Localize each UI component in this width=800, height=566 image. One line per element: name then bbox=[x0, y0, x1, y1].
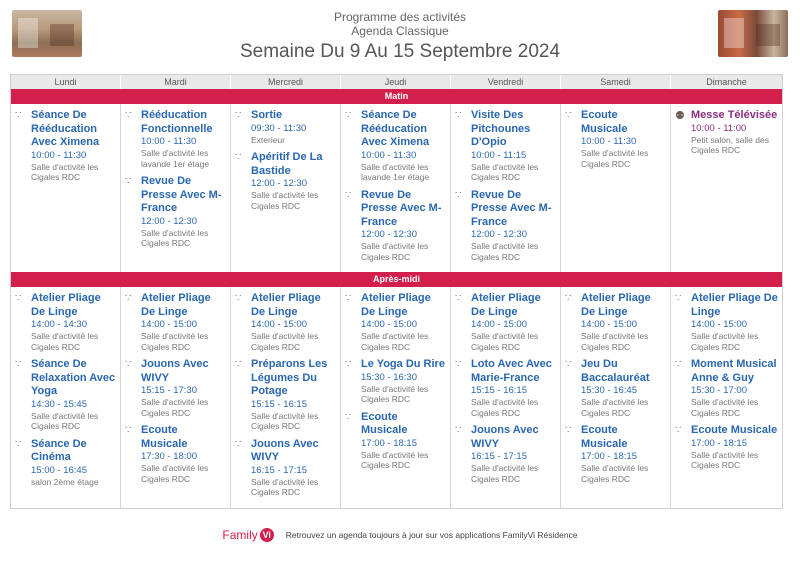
activity-body bbox=[31, 358, 117, 432]
activity-body bbox=[141, 109, 227, 169]
activity-icon: ∵ bbox=[675, 293, 682, 304]
activity-icon: ∵ bbox=[15, 438, 22, 450]
activity-title: Messe Télévisée bbox=[691, 109, 778, 121]
activity-icon: ∵ bbox=[235, 152, 242, 163]
activity-entry[interactable] bbox=[125, 292, 227, 352]
activity-location: Salle d'activité les Cigales RDC bbox=[581, 148, 649, 169]
activity-title: Ecoute Musicale bbox=[581, 109, 628, 135]
activity-icon: ∵ bbox=[125, 293, 132, 304]
activity-icon: ∵ bbox=[345, 359, 352, 370]
activity-icon: ∵ bbox=[235, 438, 242, 450]
activity-location: Petit salon, salle des Cigales RDC bbox=[691, 134, 769, 155]
activity-body bbox=[361, 189, 447, 263]
activity-body bbox=[691, 358, 779, 418]
activity-icon: ∵ bbox=[125, 359, 132, 370]
morning-row bbox=[11, 104, 782, 272]
activity-location: Salle d'activité les lavande 1er étage bbox=[141, 148, 210, 169]
activity-body bbox=[361, 292, 447, 352]
activity-title: Apéritif De La Bastide bbox=[251, 151, 323, 177]
activity-time: 10:00 - 11:30 bbox=[361, 149, 417, 161]
activity-entry[interactable] bbox=[235, 438, 337, 498]
activity-entry[interactable] bbox=[235, 358, 337, 432]
activity-body bbox=[31, 109, 117, 183]
activity-body bbox=[141, 292, 227, 352]
afternoon-band: Après-midi bbox=[11, 272, 782, 287]
activity-entry[interactable] bbox=[15, 438, 117, 488]
day-header-jeudi: Jeudi bbox=[341, 75, 451, 89]
activity-body bbox=[141, 358, 227, 418]
brand-mark-icon: Vi bbox=[260, 528, 274, 542]
activity-title: Rééducation Fonctionnelle bbox=[141, 109, 213, 135]
day-header-dimanche: Dimanche bbox=[706, 77, 747, 87]
activity-time: 12:00 - 12:30 bbox=[361, 229, 417, 240]
activity-title: Préparons Les Légumes Du Potage bbox=[251, 358, 328, 397]
activity-entry[interactable] bbox=[125, 109, 227, 169]
day-cell bbox=[231, 104, 341, 272]
activity-icon: ∵ bbox=[235, 359, 242, 370]
activity-icon: ∵ bbox=[345, 293, 352, 304]
activity-location: Exterieur bbox=[251, 134, 286, 145]
activity-location: Salle d'activité les Cigales RDC bbox=[471, 397, 539, 418]
activity-body bbox=[471, 424, 557, 484]
activity-location: Salle d'activité les lavande 1er étage bbox=[361, 161, 430, 182]
header-line2: Agenda Classique bbox=[351, 24, 449, 38]
activity-time: 12:00 - 12:30 bbox=[141, 215, 197, 227]
activity-entry[interactable] bbox=[345, 189, 447, 263]
activity-body bbox=[251, 292, 337, 352]
day-header-lundi: Lundi bbox=[11, 75, 121, 89]
activity-entry[interactable] bbox=[125, 424, 227, 484]
activity-entry[interactable] bbox=[565, 358, 667, 418]
activity-entry[interactable] bbox=[125, 358, 227, 418]
activity-body bbox=[141, 424, 227, 484]
activity-entry[interactable] bbox=[565, 424, 667, 484]
activity-icon: ∵ bbox=[235, 110, 242, 121]
activity-title: Revue De Presse Avec M-France bbox=[141, 175, 222, 214]
activity-icon: ∵ bbox=[15, 293, 22, 304]
activity-time: 16:15 - 17:15 bbox=[471, 451, 527, 462]
activity-time: 14:00 - 14:30 bbox=[31, 319, 87, 330]
activity-time: 15:30 - 16:45 bbox=[581, 385, 637, 396]
activity-body bbox=[361, 358, 447, 405]
activity-title: Moment Musical Anne & Guy bbox=[691, 358, 777, 384]
activity-location: Salle d'activité les Cigales RDC bbox=[141, 227, 209, 248]
activity-entry[interactable] bbox=[455, 292, 557, 352]
activity-title: Atelier Pliage De Linge bbox=[31, 292, 101, 318]
activity-time: 10:00 - 11:30 bbox=[141, 136, 197, 147]
activity-title: Atelier Pliage De Linge bbox=[251, 292, 321, 318]
header-line1: Programme des activités bbox=[333, 10, 467, 24]
activity-entry[interactable] bbox=[125, 175, 227, 249]
activity-title: Loto Avec Avec Marie-France bbox=[471, 358, 552, 384]
activity-icon: ∵ bbox=[15, 110, 22, 121]
weekly-agenda bbox=[10, 74, 783, 509]
activity-body bbox=[581, 292, 667, 352]
activity-time: 15:30 - 17:00 bbox=[691, 385, 747, 396]
activity-location: Salle d'activité les Cigales RDC bbox=[581, 463, 649, 484]
activity-body bbox=[361, 411, 447, 471]
activity-location: Salle d'activité les Cigales RDC bbox=[141, 463, 209, 484]
activity-title: Jouons Avec WIVY bbox=[141, 358, 209, 384]
activity-title: Ecoute Musicale bbox=[141, 424, 188, 450]
activity-title: Jouons Avec WIVY bbox=[251, 437, 319, 463]
activity-time: 14:00 - 15:00 bbox=[471, 319, 527, 330]
activity-entry[interactable] bbox=[565, 292, 667, 352]
activity-icon: ∵ bbox=[455, 359, 462, 370]
activity-location: Salle d'activité les Cigales RDC bbox=[471, 463, 539, 484]
activity-location: Salle d'activité les Cigales RDC bbox=[691, 449, 759, 470]
activity-time: 14:00 - 15:00 bbox=[141, 319, 197, 330]
activity-entry[interactable] bbox=[455, 424, 557, 484]
day-header-row bbox=[11, 75, 782, 89]
activity-entry[interactable] bbox=[345, 358, 447, 405]
page-title: Semaine Du 9 Au 15 Septembre 2024 bbox=[239, 41, 561, 62]
activity-location: Salle d'activité les Cigales RDC bbox=[471, 161, 539, 182]
activity-body bbox=[31, 292, 117, 352]
activity-entry[interactable] bbox=[235, 109, 337, 145]
activity-location: Salle d'activité les Cigales RDC bbox=[361, 449, 429, 470]
activity-entry[interactable] bbox=[675, 424, 779, 471]
day-cell bbox=[671, 287, 782, 508]
activity-time: 09:30 - 11:30 bbox=[251, 122, 307, 134]
day-cell bbox=[561, 104, 671, 272]
activity-icon: ∵ bbox=[455, 425, 462, 436]
activity-icon: ∵ bbox=[345, 110, 352, 121]
activity-time: 17:00 - 18:15 bbox=[691, 437, 747, 449]
activity-time: 15:15 - 16:15 bbox=[471, 385, 527, 396]
activity-icon: ∵ bbox=[125, 425, 132, 436]
activity-title: Sortie bbox=[251, 109, 283, 121]
activity-time: 12:00 - 12:30 bbox=[251, 178, 307, 189]
day-header-mercredi: Mercredi bbox=[231, 75, 341, 89]
activity-location: Salle d'activité les Cigales RDC bbox=[31, 331, 99, 352]
day-cell bbox=[451, 104, 561, 272]
day-cell bbox=[341, 287, 451, 508]
activity-body bbox=[471, 109, 557, 183]
activity-location: Salle d'activité les Cigales RDC bbox=[141, 331, 209, 352]
activity-time: 14:30 - 15:45 bbox=[31, 398, 87, 410]
activity-title: Atelier Pliage De Linge bbox=[361, 292, 431, 318]
activity-entry[interactable] bbox=[455, 189, 557, 263]
familyvi-logo bbox=[222, 528, 273, 542]
activity-location: Salle d'activité les Cigales RDC bbox=[251, 331, 319, 352]
activity-time: 14:00 - 15:00 bbox=[691, 319, 747, 330]
activity-time: 15:15 - 17:30 bbox=[141, 385, 197, 396]
activity-location: Salle d'activité les Cigales RDC bbox=[361, 241, 429, 262]
activity-time: 14:00 - 15:00 bbox=[251, 319, 307, 330]
page-header bbox=[0, 10, 800, 64]
activity-icon: ∵ bbox=[125, 176, 132, 187]
activity-time: 10:00 - 11:15 bbox=[471, 149, 527, 161]
activity-title: Visite Des Pitchounes D'Opio bbox=[471, 109, 531, 148]
morning-band: Matin bbox=[11, 89, 782, 104]
activity-title: Jouons Avec WIVY bbox=[471, 424, 539, 450]
activity-body bbox=[581, 358, 667, 418]
activity-body bbox=[471, 189, 557, 263]
activity-entry[interactable] bbox=[675, 358, 779, 418]
activity-time: 10:00 - 11:00 bbox=[691, 122, 747, 134]
activity-time: 14:00 - 15:00 bbox=[581, 319, 637, 330]
activity-icon: ∵ bbox=[345, 411, 352, 423]
activity-entry[interactable] bbox=[675, 292, 779, 352]
activity-title: Atelier Pliage De Linge bbox=[691, 292, 778, 318]
activity-title: Ecoute Musicale bbox=[361, 410, 408, 436]
activity-title: Revue De Presse Avec M-France bbox=[471, 188, 552, 228]
activity-entry[interactable] bbox=[675, 109, 779, 156]
activity-icon: ∵ bbox=[15, 359, 22, 370]
activity-time: 17:30 - 18:00 bbox=[141, 451, 197, 462]
day-cell bbox=[341, 104, 451, 272]
activity-location: Salle d'activité les Cigales RDC bbox=[691, 397, 759, 418]
activity-title: Atelier Pliage De Linge bbox=[581, 292, 651, 318]
activity-time: 15:30 - 16:30 bbox=[361, 371, 417, 383]
activity-body bbox=[141, 175, 227, 249]
activity-entry[interactable] bbox=[235, 151, 337, 211]
activity-icon: ∵ bbox=[455, 189, 462, 201]
brand-name: Family bbox=[222, 528, 258, 542]
activity-entry[interactable] bbox=[345, 292, 447, 352]
activity-icon: ∵ bbox=[565, 293, 572, 304]
activity-title: Le Yoga Du Rire bbox=[361, 358, 445, 370]
activity-entry[interactable] bbox=[15, 292, 117, 352]
activity-location: Salle d'activité les Cigales RDC bbox=[141, 397, 209, 418]
activity-body bbox=[691, 292, 779, 352]
day-cell bbox=[11, 104, 121, 272]
activity-time: 12:00 - 12:30 bbox=[471, 229, 527, 240]
activity-body bbox=[581, 109, 667, 169]
day-cell bbox=[121, 104, 231, 272]
worship-icon: ⚉ bbox=[675, 110, 685, 122]
activity-body bbox=[581, 424, 667, 484]
activity-entry[interactable] bbox=[235, 292, 337, 352]
activity-location: Salle d'activité les Cigales RDC bbox=[31, 161, 99, 182]
activity-location: Salle d'activité les Cigales RDC bbox=[251, 476, 319, 497]
activity-icon: ∵ bbox=[455, 110, 462, 121]
day-cell bbox=[671, 104, 782, 272]
activity-icon: ∵ bbox=[675, 359, 682, 370]
activity-icon: ∵ bbox=[565, 425, 572, 436]
activity-icon: ∵ bbox=[565, 359, 572, 370]
day-cell bbox=[121, 287, 231, 508]
day-cell bbox=[561, 287, 671, 508]
activity-body bbox=[471, 292, 557, 352]
activity-icon: ∵ bbox=[565, 110, 572, 121]
activity-body bbox=[31, 438, 117, 488]
activity-title: Séance De Cinéma bbox=[31, 437, 87, 463]
activity-location: Salle d'activité les Cigales RDC bbox=[471, 331, 539, 352]
day-header-mardi: Mardi bbox=[121, 75, 231, 89]
activity-body bbox=[251, 151, 337, 211]
activity-location: Salle d'activité les Cigales RDC bbox=[251, 410, 319, 431]
activity-time: 15:15 - 16:15 bbox=[251, 398, 307, 410]
activity-icon: ∵ bbox=[345, 189, 352, 201]
activity-entry[interactable] bbox=[455, 109, 557, 183]
activity-icon: ∵ bbox=[235, 293, 242, 304]
activity-body bbox=[471, 358, 557, 418]
activity-title: Revue De Presse Avec M-France bbox=[361, 188, 442, 228]
activity-title: Atelier Pliage De Linge bbox=[471, 292, 541, 318]
activity-time: 16:15 - 17:15 bbox=[251, 464, 307, 476]
day-header-vendredi: Vendredi bbox=[451, 75, 561, 89]
activity-time: 10:00 - 11:30 bbox=[581, 136, 637, 147]
activity-time: 14:00 - 15:00 bbox=[361, 319, 417, 330]
day-cell bbox=[451, 287, 561, 508]
activity-location: Salle d'activité les Cigales RDC bbox=[581, 331, 649, 352]
activity-title: Ecoute Musicale bbox=[691, 424, 778, 436]
activity-location: salon 2ème étage bbox=[31, 476, 99, 487]
activity-location: Salle d'activité les Cigales RDC bbox=[361, 331, 429, 352]
activity-icon: ∵ bbox=[675, 425, 682, 436]
activity-body bbox=[251, 109, 337, 145]
activity-entry[interactable] bbox=[345, 109, 447, 183]
activity-title: Jeu Du Baccalauréat bbox=[581, 358, 650, 384]
activity-title: Atelier Pliage De Linge bbox=[141, 292, 211, 318]
activity-location: Salle d'activité les Cigales RDC bbox=[581, 397, 649, 418]
activity-time: 17:00 - 18:15 bbox=[581, 451, 637, 462]
activity-title: Séance De Rééducation Avec Ximena bbox=[361, 109, 430, 148]
activity-time: 15:00 - 16:45 bbox=[31, 464, 87, 476]
activity-location: Salle d'activité les Cigales RDC bbox=[361, 383, 429, 404]
activity-body bbox=[251, 438, 337, 498]
day-header-samedi: Samedi bbox=[561, 75, 671, 89]
activity-time: 17:00 - 18:15 bbox=[361, 437, 417, 449]
activity-entry[interactable] bbox=[15, 358, 117, 432]
activity-icon: ∵ bbox=[455, 293, 462, 304]
activity-location: Salle d'activité les Cigales RDC bbox=[31, 410, 99, 431]
activity-icon: ∵ bbox=[125, 110, 132, 121]
day-cell bbox=[231, 287, 341, 508]
afternoon-row bbox=[11, 287, 782, 508]
activity-title: Séance De Relaxation Avec Yoga bbox=[31, 358, 116, 397]
activity-body bbox=[251, 358, 337, 432]
activity-body bbox=[691, 424, 779, 471]
activity-body bbox=[691, 109, 779, 156]
activity-location: Salle d'activité les Cigales RDC bbox=[691, 331, 759, 352]
day-cell bbox=[11, 287, 121, 508]
activity-entry[interactable] bbox=[15, 109, 117, 183]
activity-title: Ecoute Musicale bbox=[581, 424, 628, 450]
page-footer bbox=[0, 528, 800, 542]
activity-location: Salle d'activité les Cigales RDC bbox=[251, 190, 319, 211]
activity-entry[interactable] bbox=[455, 358, 557, 418]
activity-location: Salle d'activité les Cigales RDC bbox=[471, 241, 539, 262]
activity-entry[interactable] bbox=[565, 109, 667, 169]
footer-message: Retrouvez un agenda toujours à jour sur vos applications FamilyVi Résidence bbox=[285, 530, 578, 540]
activity-title: Séance De Rééducation Avec Ximena bbox=[31, 109, 100, 148]
activity-entry[interactable] bbox=[345, 411, 447, 471]
activity-body bbox=[361, 109, 447, 183]
activity-time: 10:00 - 11:30 bbox=[31, 149, 87, 161]
